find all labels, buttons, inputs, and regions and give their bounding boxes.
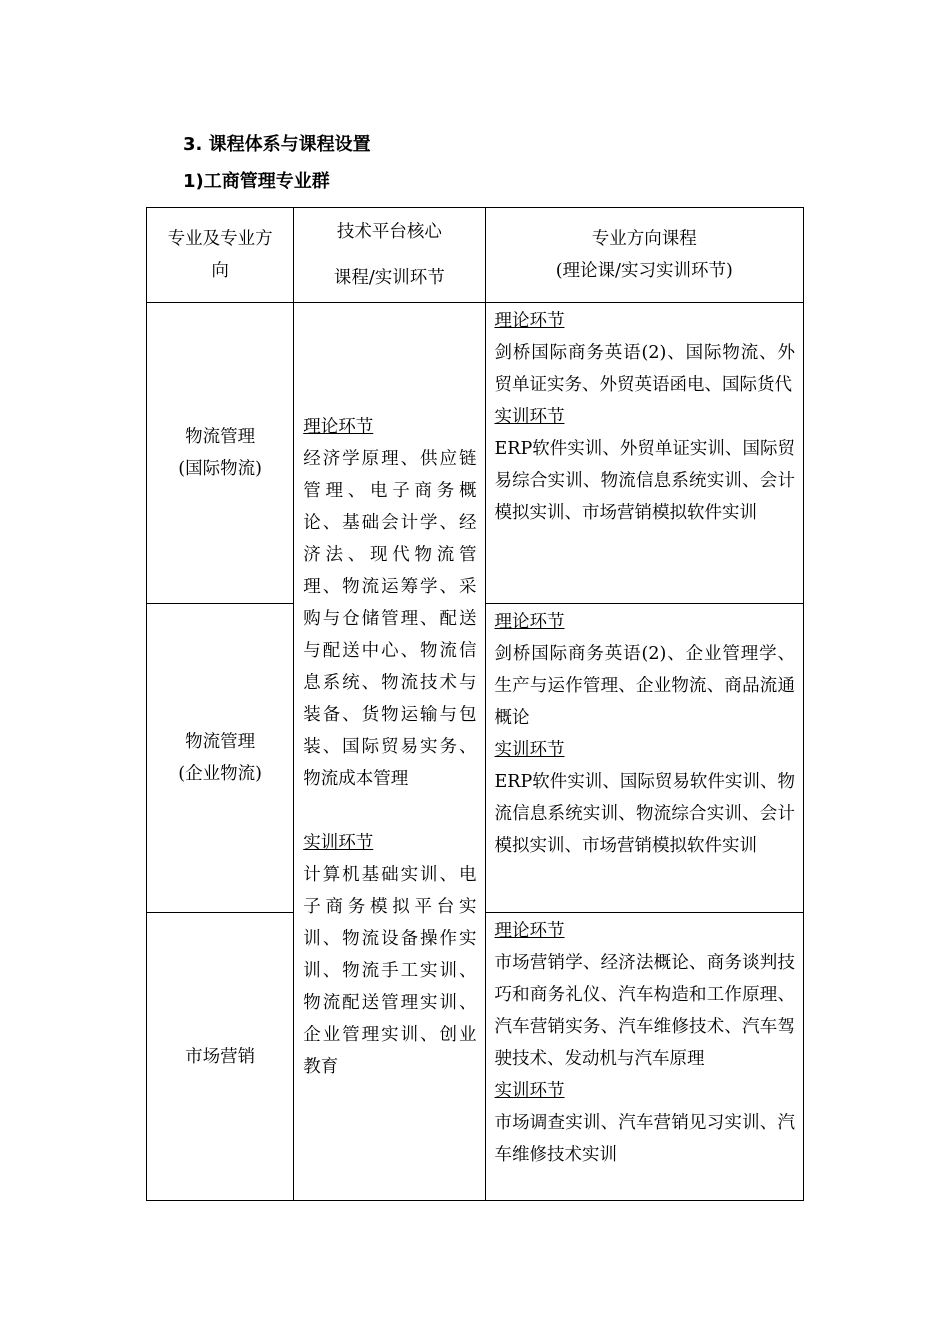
core-practice-text: 计算机基础实训、电子商务模拟平台实训、物流设备操作实训、物流手工实训、物流配送管理实训、企业管理实训、创业教育 [303,865,477,1077]
theory-label: 理论环节 [494,311,565,331]
header-direction-line1: 专业方向课程 [591,229,697,249]
direction-cell [485,913,804,1201]
theory-text: 剑桥国际商务英语(2)、国际物流、外贸单证实务、外贸英语函电、国际货代 [494,343,795,395]
practice-label: 实训环节 [494,1081,565,1101]
major-direction: (企业物流) [178,764,262,784]
practice-text: ERP软件实训、国际贸易软件实训、物流信息系统实训、物流综合实训、会计模拟实训、市场营销模拟软件实训 [494,772,795,856]
header-direction [485,208,804,303]
header-core-line1: 技术平台核心 [336,222,442,242]
core-courses-cell [294,303,485,1201]
major-name: 物流管理 [185,427,256,447]
header-major-line2: 向 [211,261,229,281]
major-name: 物流管理 [185,732,256,752]
theory-label: 理论环节 [494,612,565,632]
header-core [294,208,485,303]
major-cell [147,604,294,913]
section-title: 3. 课程体系与课程设置 [183,134,371,155]
direction-cell [485,303,804,604]
theory-label: 理论环节 [494,921,565,941]
header-core-line2: 课程/实训环节 [333,268,445,288]
header-major-line1: 专业及专业方 [167,229,273,249]
practice-label: 实训环节 [494,740,565,760]
major-direction: (国际物流) [178,459,262,479]
practice-label: 实训环节 [494,407,565,427]
major-name: 市场营销 [185,1046,256,1067]
course-table [146,207,804,1201]
theory-text: 市场营销学、经济法概论、商务谈判技巧和商务礼仪、汽车构造和工作原理、汽车营销实务、汽车维修技术、汽车驾驶技术、发动机与汽车原理 [494,953,795,1069]
core-theory-text: 经济学原理、供应链管理、电子商务概论、基础会计学、经济法、现代物流管理、物流运筹学、采购与仓储管理、配送与配送中心、物流信息系统、物流技术与装备、货物运输与包装、国际贸易实务、物流成本管理 [303,449,477,789]
direction-cell [485,604,804,913]
table-header-row [147,208,804,303]
theory-text: 剑桥国际商务英语(2)、企业管理学、生产与运作管理、企业物流、商品流通概论 [494,644,795,728]
subsection-title: 1)工商管理专业群 [183,171,330,192]
practice-text: 市场调查实训、汽车营销见习实训、汽车维修技术实训 [494,1113,795,1165]
core-theory-label: 理论环节 [303,417,374,437]
table-row [147,303,804,604]
header-direction-line2: (理论课/实习实训环节) [555,261,733,281]
practice-text: ERP软件实训、外贸单证实训、国际贸易综合实训、物流信息系统实训、会计模拟实训、市场营销模拟软件实训 [494,439,795,523]
core-practice-label: 实训环节 [303,833,374,853]
header-major [147,208,294,303]
major-cell [147,303,294,604]
major-cell [147,913,294,1201]
